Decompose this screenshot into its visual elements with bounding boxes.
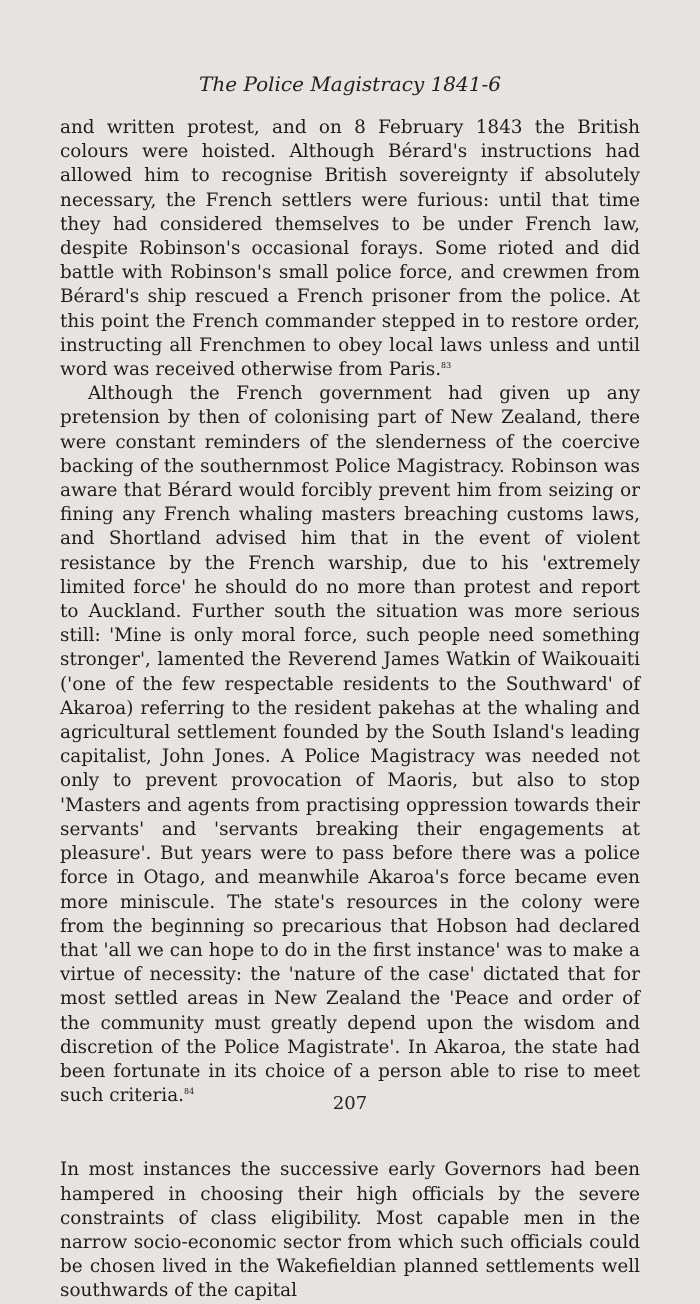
footnote-marker: 84 — [184, 1087, 195, 1096]
section-break — [60, 1108, 640, 1158]
running-head: The Police Magistracy 1841-6 — [199, 72, 501, 96]
page-number: 207 — [332, 1093, 368, 1114]
body-text — [60, 116, 640, 1304]
paragraph: In most instances the successive early Governors had been hampered in choosing their high officials by the severe constraints of class eligibility. Most capable men in the narrow socio-economic sector from which such officials could be chosen lived in the Wakefieldian planned settlements well southwards of the capital — [60, 1159, 640, 1302]
paragraph: Although the French government had given up any pretension by then of colonising part of New Zealand, there were constant reminders of the slenderness of the coercive backing of the southernmost Police Magistracy. Robinson was aware that Bérard would forcibly prevent him from seizing or fining any French whaling masters breaching customs laws, and Shortland advised him that in the event of violent resistance by the French warship, due to his 'extremely limited force' he should do no more than protest and report to Auckland. Further south the situation was more serious still: 'Mine is only moral force, such people need something stronger', lamented the Reverend James Watkin of Waikouaiti ('one of the few respectable residents to the Southward' of Akaroa) referring to the resident pakehas at the whaling and agricultural settlement founded by the South Island's leading capitalist, John Jones. A Police Magistracy was needed not only to prevent provocation of Maoris, but also to stop 'Masters and agents from practising oppression towards their servants' and 'servants breaking their engagements at pleasure'. But years were to pass before there was a police force in Otago, and meanwhile Akaroa's force became even more miniscule. The state's resources in the colony were from the beginning so precarious that Hobson had declared that 'all we can hope to do in the first instance' was to make a virtue of necessity: the 'nature of the case' dictated that for most settled areas in New Zealand the 'Peace and order of the community must greatly depend upon the wisdom and discretion of the Police Magistrate'. In Akaroa, the state had been fortunate in its choice of a person able to rise to meet such criteria.$^{84}$ — [60, 383, 640, 1107]
footnote-marker: 83 — [441, 360, 452, 370]
paragraph: and written protest, and on 8 February 1843 the British colours were hoisted. Although Bérard's instructions had allowed him to recognise British sovereignty if absolutely necessary, the French settlers were furious: until that time they had considered themselves to be under French law, despite Robinson's occasional forays. Some rioted and did battle with Robinson's small police force, and crewmen from Bérard's ship rescued a French prisoner from the police. At this point the French commander stepped in to restore order, instructing all Frenchmen to obey local laws unless and until word was received otherwise from Paris.$^{83}$ — [60, 117, 640, 381]
